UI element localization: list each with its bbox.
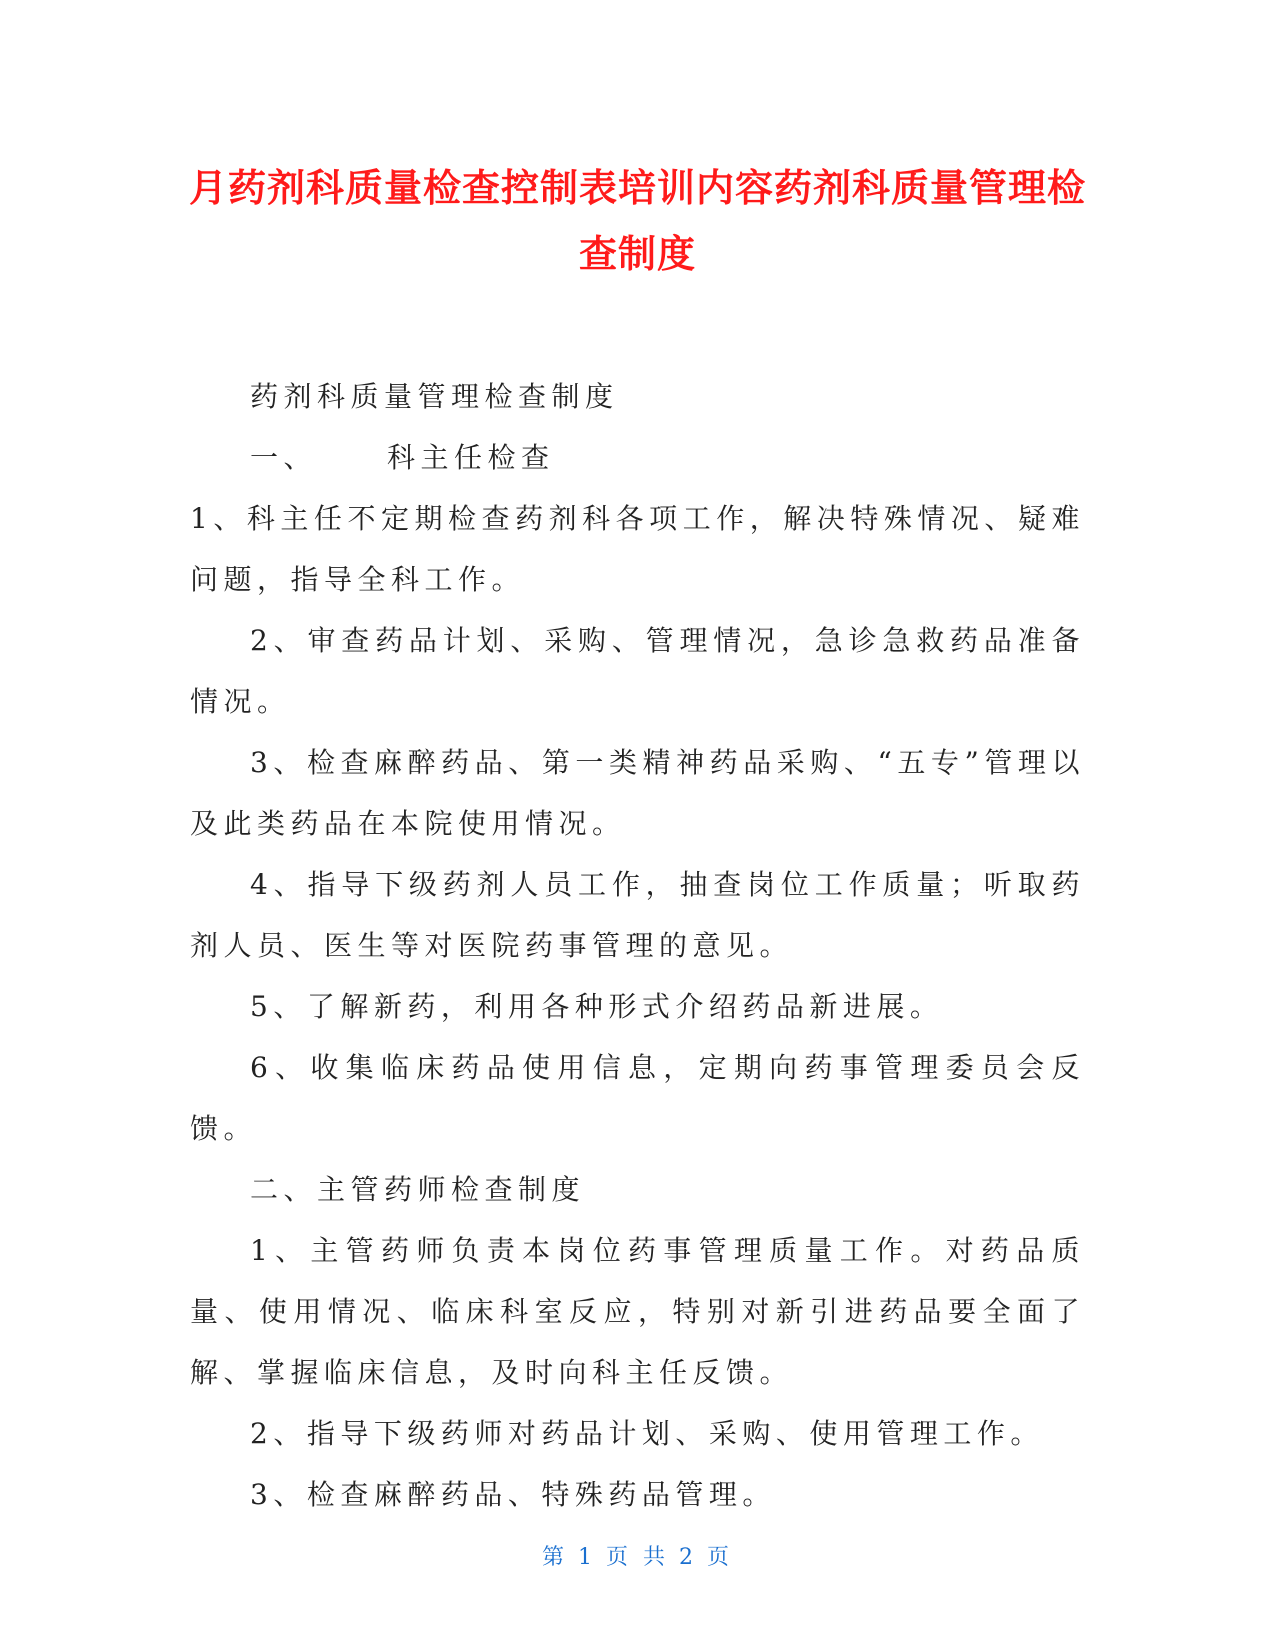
footer-suffix: 页 [707, 1545, 734, 1570]
document-body [190, 366, 1085, 1525]
section-1-heading [190, 427, 1085, 488]
section-1-marker: 一、 [250, 441, 318, 474]
section-1-item-3: 3、检查麻醉药品、第一类精神药品采购、“五专”管理以及此类药品在本院使用情况。 [190, 746, 1085, 840]
document-title: 月药剂科质量检查控制表培训内容药剂科质量管理检查制度 [188, 166, 1086, 276]
footer-total-pages: 2 [679, 1545, 697, 1570]
section-1-item-2: 2、审查药品计划、采购、管理情况，急诊急救药品准备情况。 [190, 624, 1085, 718]
footer-middle: 页 共 [606, 1545, 669, 1570]
page-footer [0, 1540, 1275, 1571]
footer-prefix: 第 [541, 1545, 568, 1570]
section-2-item-1: 1、主管药师负责本岗位药事管理质量工作。对药品质量、使用情况、临床科室反应，特别对新引进药品要全面了解、掌握临床信息，及时向科主任反馈。 [190, 1234, 1085, 1389]
section-2-item-3: 3、检查麻醉药品、特殊药品管理。 [250, 1478, 776, 1511]
document-subtitle: 药剂科质量管理检查制度 [250, 380, 619, 413]
section-1-item-4: 4、指导下级药剂人员工作，抽查岗位工作质量；听取药剂人员、医生等对医院药事管理的意见。 [190, 868, 1085, 962]
section-2-item-2: 2、指导下级药师对药品计划、采购、使用管理工作。 [250, 1417, 1044, 1450]
section-1-item-1: 1、科主任不定期检查药剂科各项工作，解决特殊情况、疑难问题，指导全科工作。 [190, 502, 1085, 596]
section-1-heading-text: 科主任检查 [387, 441, 555, 474]
section-2-heading: 二、主管药师检查制度 [250, 1173, 586, 1206]
section-1-item-6: 6、收集临床药品使用信息，定期向药事管理委员会反馈。 [190, 1051, 1085, 1145]
section-1-item-5: 5、了解新药，利用各种形式介绍药品新进展。 [250, 990, 944, 1023]
footer-current-page: 1 [578, 1545, 596, 1570]
